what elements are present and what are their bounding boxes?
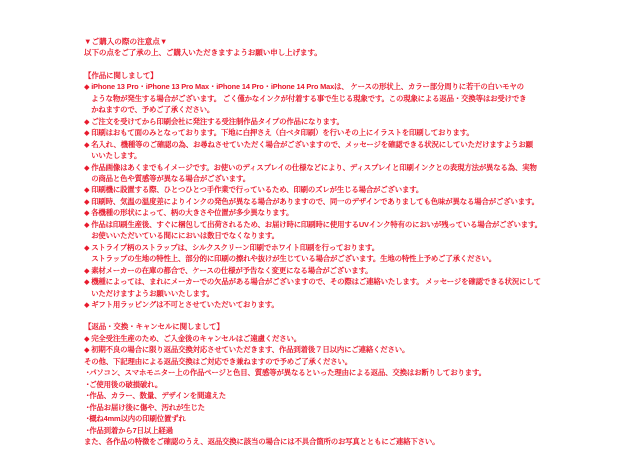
spacer	[84, 59, 568, 70]
notice-heading: ▼ご購入の際の注意点▼	[84, 37, 168, 46]
list-item	[84, 139, 568, 150]
reason-item	[84, 402, 568, 413]
list-item	[84, 207, 568, 218]
list-item	[84, 276, 568, 287]
list-item-line: 作品画像はあくまでもイメージです。お使いのディスプレイの仕様などにより、ディスプレイと印刷インクとの表現方法が異なる為、実物	[91, 162, 537, 172]
list-item-line: の商品と色や質感等が異なる場合がございます。	[91, 173, 250, 183]
list-item	[84, 242, 568, 253]
reason-text: 作品お届け後に傷や、汚れが生じた	[89, 402, 205, 412]
list-item-line: ストライプ柄のストラップは、シルクスクリーン印刷でホワイト印刷を行っております。	[91, 242, 379, 252]
list-item-line: 各機種の形状によって、柄の大きさや位置が多少異なります。	[91, 208, 294, 218]
reason-item	[84, 367, 568, 378]
dash-bullet-icon: ・	[84, 414, 92, 424]
dash-bullet-icon: ・	[84, 425, 92, 435]
diamond-bullet-icon: ◆	[84, 82, 90, 92]
diamond-bullet-icon: ◆	[84, 299, 90, 309]
list-item	[84, 162, 568, 173]
diamond-bullet-icon: ◆	[84, 345, 90, 355]
spacer	[84, 310, 568, 321]
notice-document	[84, 36, 568, 447]
list-item	[84, 116, 568, 127]
returns-closing: また、各作品の特徴をご確認のうえ、返品交換に該当の場合には不具合箇所のお写真とともにご連絡下さい。	[84, 436, 440, 446]
list-item	[84, 219, 568, 230]
list-item-line: 機種によっては、まれにメーカーでの欠品がある場合がございますので、その際はご連絡いたします。 メッセージを確認できる状況にして	[91, 277, 541, 287]
list-item-line: iPhone 13 Pro・iPhone 13 Pro Max・iPhone 14 Pro・iPhone 14 Pro Maxは、 ケースの形状上、カラー部分周りに若干の白いモヤの	[91, 82, 524, 92]
list-item-line: 印刷時、気温の温度差によりインクの発色が異なる場合がありますので、同一のデザインでありましても色味が異なる場合がございます。	[91, 196, 539, 206]
reason-text: 概ね4mm以内の印刷位置ずれ	[89, 414, 186, 424]
section-title-products: 【作品に関しまして】	[84, 70, 158, 80]
list-item-line: ギフト用ラッピングは不可とさせていただいております。	[91, 299, 279, 309]
list-item-line: ご注文を受けてから印刷会社に発注する受注制作品タイプの作品になります。	[91, 116, 344, 126]
returns-note: その他、下記理由による返品交換はご対応でき兼ねますので予めご了承ください。	[84, 356, 352, 366]
reason-item	[84, 390, 568, 401]
list-item-line: 素材メーカーの在庫の都合で、ケースの仕様が予告なく変更になる場合がございます。	[91, 265, 373, 275]
list-item	[84, 333, 568, 344]
list-item-line: ストラップの生地の特性上、部分的に印刷の擦れや抜けが生じている場合がございます。生地の特性上予めご了承ください。	[91, 254, 497, 264]
list-item-line: お使いいただいている間ににおいは数日でなくなります。	[91, 231, 279, 241]
list-item	[84, 344, 568, 355]
list-item-line: 完全受注生産のため、ご入金後のキャンセルはご遠慮ください。	[91, 333, 301, 343]
list-item-line: ような物が発生する場合がございます。 ごく僅かなインクが付着する事で生じる現象です。この現象による返品・交換等はお受けでき	[91, 93, 527, 103]
list-item	[84, 184, 568, 195]
diamond-bullet-icon: ◆	[84, 128, 90, 138]
list-item	[84, 265, 568, 276]
diamond-bullet-icon: ◆	[84, 116, 90, 126]
dash-bullet-icon: ・	[84, 402, 92, 412]
reason-text: ご使用後の破損破れ。	[89, 379, 163, 389]
list-item-line: 初期不良の場合に限り返品交換対応させていただきます、作品到着後７日以内にご連絡ください。	[91, 345, 410, 355]
diamond-bullet-icon: ◆	[84, 242, 90, 252]
list-item	[84, 299, 568, 310]
diamond-bullet-icon: ◆	[84, 333, 90, 343]
list-item-line: かねますので、予めご了承ください。	[91, 105, 215, 115]
list-item-line: 印刷はおもて面のみとなっております。下地に白押さえ（白ベタ印刷）を行いその上にイラストを印刷しております。	[91, 128, 474, 138]
diamond-bullet-icon: ◆	[84, 219, 90, 229]
list-item-line: いただけますようお願いいたします。	[91, 288, 214, 298]
list-item-line: 印刷機に設置する際、ひとつひとつ手作業で行っているため、印刷のズレが生じる場合がございます。	[91, 185, 424, 195]
diamond-bullet-icon: ◆	[84, 196, 90, 206]
list-item	[84, 81, 568, 92]
list-item-line: いいたします。	[91, 151, 142, 161]
dash-bullet-icon: ・	[84, 391, 92, 401]
list-item	[84, 127, 568, 138]
diamond-bullet-icon: ◆	[84, 139, 90, 149]
dash-bullet-icon: ・	[84, 379, 92, 389]
diamond-bullet-icon: ◆	[84, 265, 90, 275]
list-item-line: 作品は印刷生産後、すぐに梱包して出荷されるため、お届け時に印刷時に使用するUVインク特有のにおいが残っている場合がございます。	[91, 219, 542, 229]
reason-text: パソコン、スマホモニター上の作品ページと色目、質感等が異なるといった理由による返品、交換はお断りしております。	[89, 368, 486, 378]
diamond-bullet-icon: ◆	[84, 208, 90, 218]
notice-lead: 以下の点をご了承の上、ご購入いただきますようお願い申し上げます。	[84, 48, 322, 58]
reason-item	[84, 413, 568, 424]
diamond-bullet-icon: ◆	[84, 162, 90, 172]
list-item	[84, 196, 568, 207]
reason-text: 作品到着から7日以上経過	[89, 425, 173, 435]
reason-item	[84, 379, 568, 390]
diamond-bullet-icon: ◆	[84, 277, 90, 287]
dash-bullet-icon: ・	[84, 368, 92, 378]
diamond-bullet-icon: ◆	[84, 185, 90, 195]
reason-item	[84, 425, 568, 436]
reason-text: 作品、カラー、数量、デザインを間違えた	[89, 391, 226, 401]
list-item-line: 名入れ、機種等のご確認の為、お尋ねさせていただく場合がございますので、メッセージを確認できる状況にしていただけますようお願	[91, 139, 533, 149]
section-title-returns: 【返品・交換・キャンセルに関しまして】	[84, 322, 224, 332]
